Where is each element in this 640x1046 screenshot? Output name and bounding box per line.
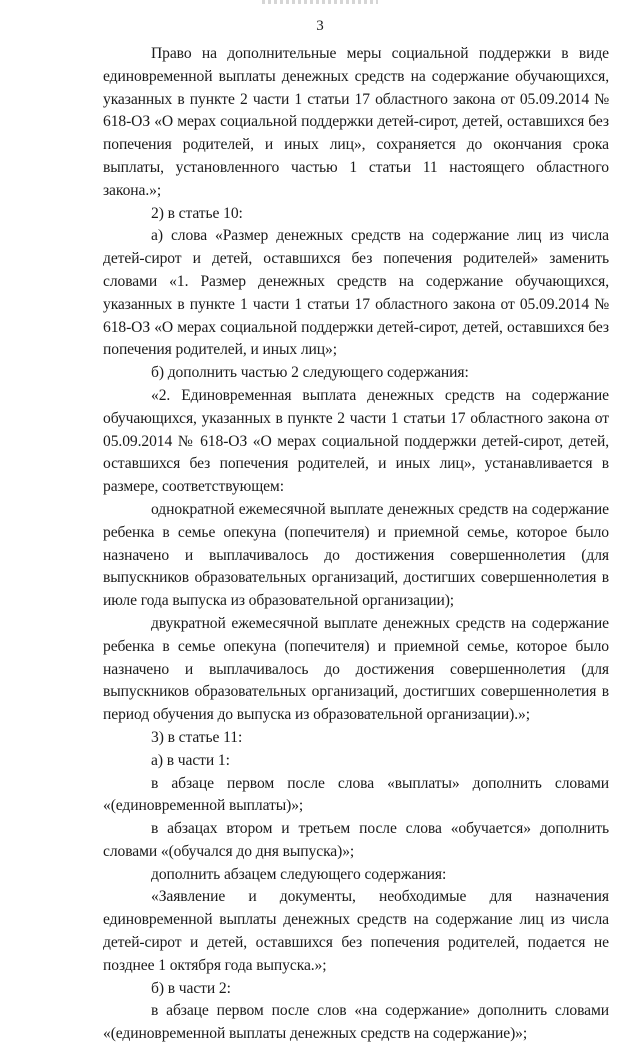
- document-body: [103, 43, 609, 1046]
- paragraph: б) в части 2:: [151, 979, 231, 997]
- paragraph: а) слова «Размер денежных средств на содержание лиц из числа детей-сирот и детей, оставшихся без попечения родителей» заменить словами «1. Размер денежных средств на содержание обучающихся, указанных в пункте 1 части 1 статьи 17 областного закона от 05.09.2014 № 618-ОЗ «О мерах социальной поддержки детей-сирот, детей, оставшихся без попечения родителей, и иных лиц»;: [103, 227, 609, 359]
- paragraph: в абзаце первом после слов «на содержание» дополнить словами «(единовременной выплаты денежных средств на содержание)»;: [103, 1002, 609, 1043]
- paragraph: Право на дополнительные меры социальной поддержки в виде единовременной выплаты денежных средств на содержание обучающихся, указанных в пункте 2 части 1 статьи 17 областного закона от 05.09.2014 № 618-ОЗ «О мерах социальной поддержки детей-сирот, детей, оставшихся без попечения родителей, и иных лиц», сохраняется до окончания срока выплаты, установленного частью 1 статьи 11 настоящего областного закона.»;: [103, 45, 609, 199]
- paragraph: «2. Единовременная выплата денежных средств на содержание обучающихся, указанных в пункте 2 части 1 статьи 17 областного закона от 05.09.2014 № 618-ОЗ «О мерах социальной поддержки детей-сирот, детей, оставшихся без попечения родителей, и иных лиц», устанавливается в размере, соответствующем:: [103, 386, 609, 496]
- paragraph: 3) в статье 11:: [151, 728, 243, 746]
- paragraph: а) в части 1:: [151, 751, 230, 769]
- paragraph: 2) в статье 10:: [151, 204, 243, 222]
- paragraph: «Заявление и документы, необходимые для назначения единовременной выплаты денежных средств на содержание лиц из числа детей-сирот и детей, оставшихся без попечения родителей, подается не позднее 1 октября года выпуска.»;: [103, 888, 609, 974]
- paragraph: б) дополнить частью 2 следующего содержания:: [151, 364, 469, 382]
- scan-artifact: [262, 0, 378, 4]
- paragraph: дополнить абзацем следующего содержания:: [151, 865, 447, 883]
- paragraph: в абзаце первом после слова «выплаты» дополнить словами «(единовременной выплаты)»;: [103, 774, 609, 815]
- page-number: 3: [316, 18, 324, 34]
- paragraph: в абзацах втором и третьем после слова «обучается» дополнить словами «(обучался до дня выпуска)»;: [103, 820, 609, 860]
- paragraph: двукратной ежемесячной выплате денежных средств на содержание ребенка в семье опекуна (попечителя) и приемной семье, которое было назначено и выплачивалось до достижения совершеннолетия (для выпускников образовательных организаций, достигших совершеннолетия в период обучения до выпуска из образовательной организации).»;: [103, 614, 609, 724]
- paragraph: однократной ежемесячной выплате денежных средств на содержание ребенка в семье опекуна (попечителя) и приемной семье, которое было назначено и выплачивалось до достижения совершеннолетия (для выпускников образовательных организаций, достигших совершеннолетия в июле года выпуска из образовательной организации);: [103, 500, 609, 610]
